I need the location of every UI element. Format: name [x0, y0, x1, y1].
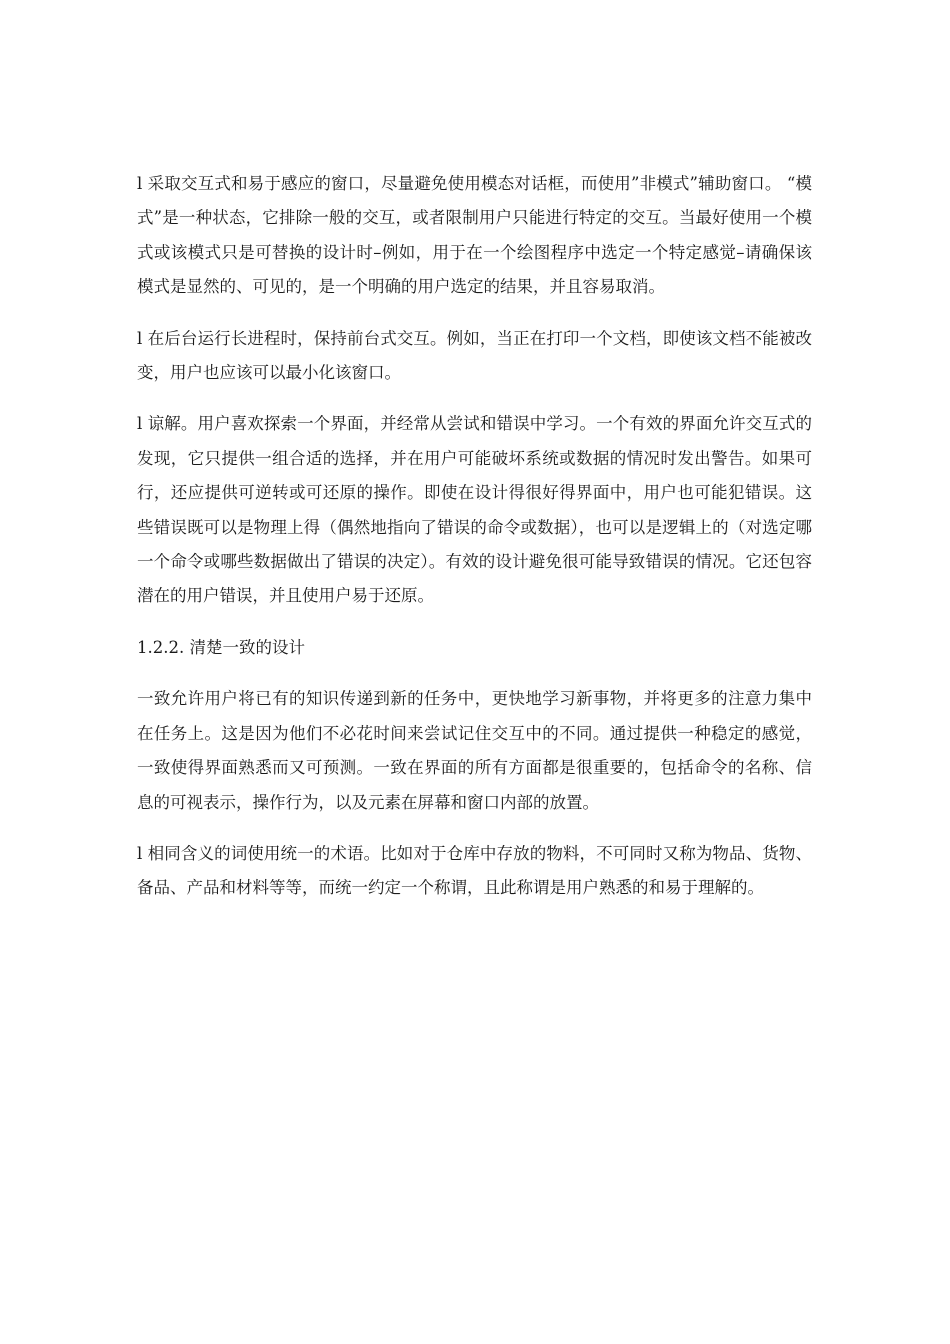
paragraph-terminology: l 相同含义的词使用统一的术语。比如对于仓库中存放的物料，不可同时又称为物品、货物、备品、产品和材料等等，而统一约定一个称谓，且此称谓是用户熟悉的和易于理解的。 — [137, 843, 812, 898]
section-heading: 1.2.2. 清楚一致的设计 — [137, 637, 305, 657]
paragraph-background-process: l 在后台运行长进程时，保持前台式交互。例如，当正在打印一个文档，即使该文档不能被改变，用户也应该可以最小化该窗口。 — [137, 328, 812, 383]
paragraph-consistency: 一致允许用户将已有的知识传递到新的任务中，更快地学习新事物，并将更多的注意力集中在任务上。这是因为他们不必花时间来尝试记住交互中的不同。通过提供一种稳定的感觉，一致使得界面熟悉而又可预测。一致在界面的所有方面都是很重要的，包括命令的名称、信息的可视表示，操作行为，以及元素在屏幕和窗口内部的放置。 — [137, 689, 812, 812]
document-body — [137, 167, 812, 923]
paragraph-forgiveness: l 谅解。用户喜欢探索一个界面，并经常从尝试和错误中学习。一个有效的界面允许交互式的发现，它只提供一组合适的选择，并在用户可能破坏系统或数据的情况时发出警告。如果可行，还应提供可逆转或可还原的操作。即使在设计得很好得界面中，用户也可能犯错误。这些错误既可以是物理上得（偶然地指向了错误的命令或数据），也可以是逻辑上的（对选定哪一个命令或哪些数据做出了错误的决定）。有效的设计避免很可能导致错误的情况。它还包容潜在的用户错误，并且使用户易于还原。 — [137, 414, 812, 606]
paragraph-modeless-windows: l 采取交互式和易于感应的窗口，尽量避免使用模态对话框，而使用”非模式”辅助窗口。 “模式”是一种状态，它排除一般的交互，或者限制用户只能进行特定的交互。当最好使用一个模式或该模式只是可替换的设计时–例如，用于在一个绘图程序中选定一个特定感觉–请确保该模式是显然的、可见的，是一个明确的用户选定的结果，并且容易取消。 — [137, 174, 812, 297]
